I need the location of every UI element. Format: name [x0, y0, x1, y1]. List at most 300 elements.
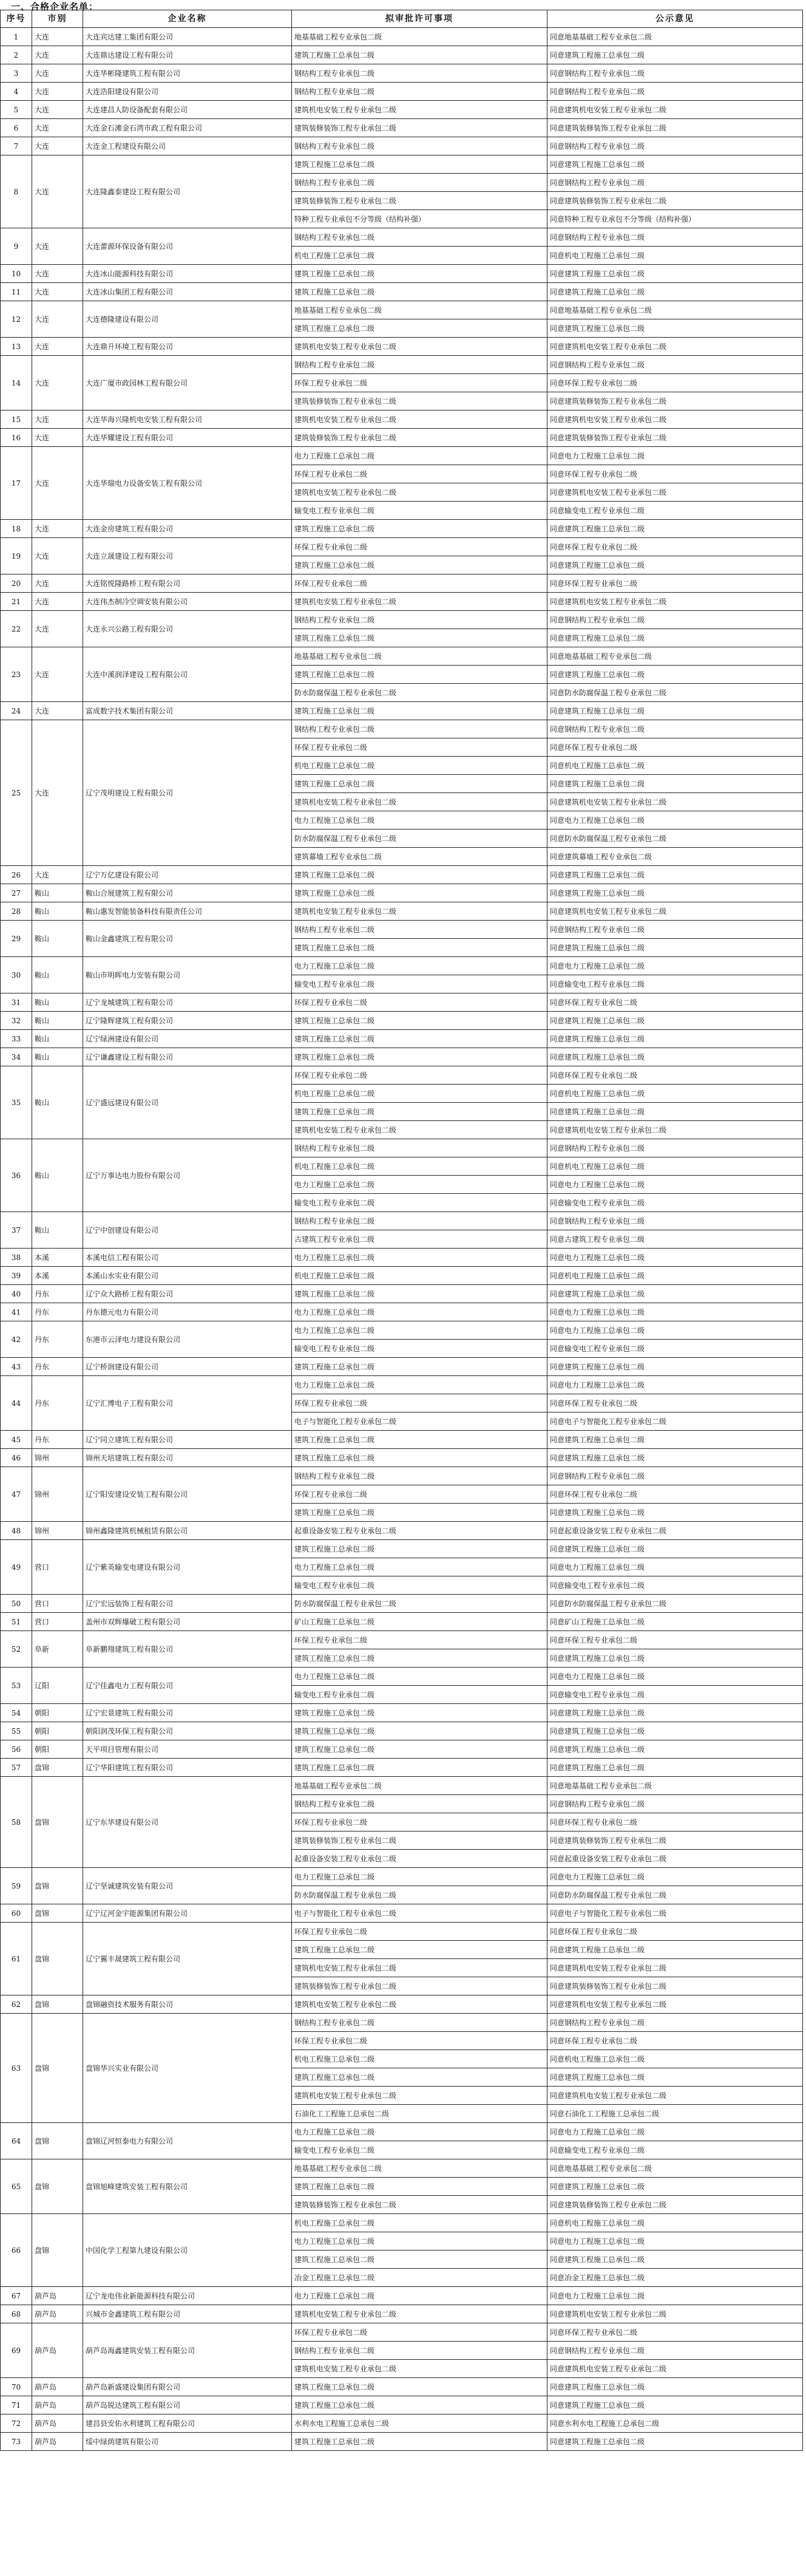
opinion-cell: 同意建筑工程施工总承包二级 — [547, 1740, 803, 1759]
table-row — [1, 2014, 803, 2032]
opinion-cell: 同意环保工程专业承包二级 — [547, 1813, 803, 1831]
table-row — [1, 1522, 803, 1540]
opinion-cell: 同意钢结构工程专业承包二级 — [547, 1795, 803, 1813]
company-name-cell: 锦州天培建筑工程有限公司 — [83, 1449, 292, 1467]
company-name-cell: 葫芦岛海鑫建筑安装工程有限公司 — [83, 2323, 292, 2378]
seq-cell: 48 — [1, 1522, 32, 1540]
opinion-cell: 同意建筑工程施工总承包二级 — [547, 2433, 803, 2451]
seq-cell: 35 — [1, 1066, 32, 1139]
opinion-cell: 同意防水防腐保温工程专业承包二级 — [547, 830, 803, 848]
permit-item-cell: 环保工程专业承包二级 — [292, 1485, 547, 1504]
city-cell: 鞍山 — [32, 902, 83, 921]
seq-cell: 50 — [1, 1595, 32, 1613]
seq-cell: 8 — [1, 155, 32, 228]
company-name-cell: 本溪山水实业有限公司 — [83, 1267, 292, 1285]
opinion-cell: 同意建筑工程施工总承包二级 — [547, 1941, 803, 1959]
opinion-cell: 同意电子与智能化工程专业承包二级 — [547, 1412, 803, 1431]
seq-cell: 52 — [1, 1631, 32, 1668]
table-row — [1, 574, 803, 593]
table-row — [1, 1704, 803, 1722]
seq-cell: 26 — [1, 866, 32, 884]
opinion-cell: 同意建筑机电安装工程专业承包二级 — [547, 101, 803, 119]
seq-cell: 39 — [1, 1267, 32, 1285]
opinion-cell: 同意建筑装修装饰工程专业承包二级 — [547, 1977, 803, 1995]
city-cell: 大连 — [32, 447, 83, 520]
opinion-cell: 同意输变电工程专业承包二级 — [547, 1686, 803, 1704]
opinion-cell: 同意建筑机电安装工程专业承包二级 — [547, 2360, 803, 2378]
table-row — [1, 2323, 803, 2342]
city-cell: 盘锦 — [32, 1923, 83, 1995]
permit-item-cell: 建筑工程施工总承包二级 — [292, 2251, 547, 2269]
company-name-cell: 大连蕾源环保设备有限公司 — [83, 228, 292, 265]
seq-cell: 7 — [1, 137, 32, 155]
company-name-cell: 本溪电信工程有限公司 — [83, 1249, 292, 1267]
city-cell: 鞍山 — [32, 921, 83, 957]
company-name-cell: 辽宁紫英输变电建设有限公司 — [83, 1540, 292, 1595]
table-row — [1, 921, 803, 939]
permit-item-cell: 建筑机电安装工程专业承包二级 — [292, 1995, 547, 2014]
permit-item-cell: 建筑装修装饰工程专业承包二级 — [292, 1831, 547, 1850]
opinion-cell: 同意地基基础工程专业承包二级 — [547, 301, 803, 319]
opinion-cell: 同意建筑工程施工总承包二级 — [547, 884, 803, 902]
table-row — [1, 1376, 803, 1394]
permit-item-cell: 建筑工程施工总承包二级 — [292, 2378, 547, 2396]
seq-cell: 23 — [1, 647, 32, 702]
seq-cell: 5 — [1, 101, 32, 119]
table-row — [1, 1030, 803, 1048]
company-name-cell: 鞍山惠发智能装备科技有限责任公司 — [83, 902, 292, 921]
table-row — [1, 2214, 803, 2232]
permit-item-cell: 环保工程专业承包二级 — [292, 1813, 547, 1831]
seq-cell: 68 — [1, 2305, 32, 2323]
seq-cell: 62 — [1, 1995, 32, 2014]
opinion-cell: 同意机电工程施工总承包二级 — [547, 1157, 803, 1176]
city-cell: 丹东 — [32, 1431, 83, 1449]
opinion-cell: 同意机电工程施工总承包二级 — [547, 2050, 803, 2068]
opinion-cell: 同意冶金工程施工总承包二级 — [547, 2269, 803, 2287]
opinion-cell: 同意钢结构工程专业承包二级 — [547, 921, 803, 939]
permit-item-cell: 建筑工程施工总承包二级 — [292, 2068, 547, 2087]
seq-cell: 69 — [1, 2323, 32, 2378]
opinion-cell: 同意建筑装修装饰工程专业承包二级 — [547, 192, 803, 210]
opinion-cell: 同意建筑工程施工总承包二级 — [547, 1030, 803, 1048]
opinion-cell: 同意电力工程施工总承包二级 — [547, 811, 803, 830]
table-body — [1, 28, 803, 2451]
permit-item-cell: 电力工程施工总承包二级 — [292, 1249, 547, 1267]
permit-item-cell: 防水防腐保温工程专业承包二级 — [292, 684, 547, 702]
permit-item-cell: 钢结构工程专业承包二级 — [292, 2014, 547, 2032]
permit-item-cell: 起重设备安装工程专业承包二级 — [292, 1522, 547, 1540]
opinion-cell: 同意电力工程施工总承包二级 — [547, 1668, 803, 1686]
opinion-cell: 同意钢结构工程专业承包二级 — [547, 83, 803, 101]
opinion-cell: 同意机电工程施工总承包二级 — [547, 757, 803, 775]
company-name-cell: 辽宁万亿建设有限公司 — [83, 866, 292, 884]
permit-item-cell: 建筑工程施工总承包二级 — [292, 1722, 547, 1740]
table-row — [1, 902, 803, 921]
opinion-cell: 同意水利水电工程施工总承包二级 — [547, 2414, 803, 2433]
city-cell: 锦州 — [32, 1449, 83, 1467]
opinion-cell: 同意电力工程施工总承包二级 — [547, 2232, 803, 2251]
table-row — [1, 119, 803, 137]
table-row — [1, 884, 803, 902]
company-name-cell: 大连华耀建设工程有限公司 — [83, 429, 292, 447]
company-name-cell: 辽宁宏远装饰工程有限公司 — [83, 1595, 292, 1613]
opinion-cell: 同意机电工程施工总承包二级 — [547, 247, 803, 265]
permit-item-cell: 电子与智能化工程专业承包二级 — [292, 1904, 547, 1923]
seq-cell: 30 — [1, 957, 32, 993]
permit-item-cell: 钢结构工程专业承包二级 — [292, 1139, 547, 1157]
opinion-cell: 同意建筑工程施工总承包二级 — [547, 1649, 803, 1668]
seq-cell: 45 — [1, 1431, 32, 1449]
table-row — [1, 301, 803, 319]
table-row — [1, 593, 803, 611]
section-title: 一、合格企业名单： — [11, 1, 99, 12]
seq-cell: 32 — [1, 1012, 32, 1030]
permit-item-cell: 建筑工程施工总承包二级 — [292, 1704, 547, 1722]
permit-item-cell: 机电工程施工总承包二级 — [292, 2214, 547, 2232]
permit-item-cell: 起重设备安装工程专业承包二级 — [292, 1850, 547, 1868]
city-cell: 大连 — [32, 866, 83, 884]
table-row — [1, 647, 803, 666]
opinion-cell: 同意建筑工程施工总承包二级 — [547, 775, 803, 793]
city-cell: 丹东 — [32, 1376, 83, 1431]
permit-item-cell: 钢结构工程专业承包二级 — [292, 174, 547, 192]
city-cell: 葫芦岛 — [32, 2396, 83, 2414]
table-row — [1, 1212, 803, 1230]
opinion-cell: 同意环保工程专业承包二级 — [547, 1066, 803, 1085]
opinion-cell: 同意钢结构工程专业承包二级 — [547, 1212, 803, 1230]
city-cell: 大连 — [32, 574, 83, 593]
permit-item-cell: 建筑工程施工总承包二级 — [292, 1285, 547, 1303]
company-name-cell: 丹东德元电力有限公司 — [83, 1303, 292, 1321]
company-name-cell: 辽宁桥润建设有限公司 — [83, 1358, 292, 1376]
table-row — [1, 338, 803, 356]
city-cell: 锦州 — [32, 1522, 83, 1540]
permit-item-cell: 建筑工程施工总承包二级 — [292, 1030, 547, 1048]
table-row — [1, 1777, 803, 1795]
seq-cell: 44 — [1, 1376, 32, 1431]
permit-item-cell: 环保工程专业承包二级 — [292, 538, 547, 556]
seq-cell: 18 — [1, 520, 32, 538]
table-row — [1, 866, 803, 884]
city-cell: 鞍山 — [32, 1048, 83, 1066]
table-row — [1, 2287, 803, 2305]
table-row — [1, 1668, 803, 1686]
permit-item-cell: 建筑工程施工总承包二级 — [292, 1540, 547, 1558]
opinion-cell: 同意钢结构工程专业承包二级 — [547, 137, 803, 155]
permit-item-cell: 建筑机电安装工程专业承包二级 — [292, 483, 547, 502]
permit-item-cell: 防水防腐保温工程专业承包二级 — [292, 1595, 547, 1613]
opinion-cell: 同意建筑机电安装工程专业承包二级 — [547, 1995, 803, 2014]
company-name-cell: 大连立晟建设工程有限公司 — [83, 538, 292, 574]
opinion-cell: 同意建筑工程施工总承包二级 — [547, 319, 803, 338]
permit-item-cell: 钢结构工程专业承包二级 — [292, 720, 547, 738]
seq-cell: 21 — [1, 593, 32, 611]
permit-item-cell: 建筑装修装饰工程专业承包二级 — [292, 1977, 547, 1995]
city-cell: 鞍山 — [32, 993, 83, 1012]
seq-cell: 70 — [1, 2378, 32, 2396]
opinion-cell: 同意建筑机电安装工程专业承包二级 — [547, 1121, 803, 1139]
permit-item-cell: 环保工程专业承包二级 — [292, 1066, 547, 1085]
seq-cell: 73 — [1, 2433, 32, 2451]
seq-cell: 59 — [1, 1868, 32, 1904]
company-name-cell: 辽宁汇博电子工程有限公司 — [83, 1376, 292, 1431]
seq-cell: 53 — [1, 1668, 32, 1704]
seq-cell: 10 — [1, 265, 32, 283]
header-city: 市别 — [32, 10, 83, 28]
opinion-cell: 同意电力工程施工总承包二级 — [547, 2123, 803, 2141]
table-row — [1, 429, 803, 447]
company-name-cell: 大连铭悦隆路桥工程有限公司 — [83, 574, 292, 593]
company-name-cell: 大连鼎升环境工程有限公司 — [83, 338, 292, 356]
city-cell: 大连 — [32, 338, 83, 356]
permit-item-cell: 输变电工程专业承包二级 — [292, 2141, 547, 2159]
table-row — [1, 1066, 803, 1085]
table-row — [1, 2433, 803, 2451]
city-cell: 鞍山 — [32, 957, 83, 993]
seq-cell: 66 — [1, 2214, 32, 2287]
permit-item-cell: 环保工程专业承包二级 — [292, 1394, 547, 1412]
opinion-cell: 同意建筑工程施工总承包二级 — [547, 520, 803, 538]
permit-item-cell: 环保工程专业承包二级 — [292, 2323, 547, 2342]
permit-item-cell: 冶金工程施工总承包二级 — [292, 2269, 547, 2287]
opinion-cell: 同意建筑工程施工总承包二级 — [547, 1431, 803, 1449]
company-name-cell: 大连德隆建设有限公司 — [83, 301, 292, 338]
header-company: 企业名称 — [83, 10, 292, 28]
table-header-row — [1, 10, 803, 28]
company-name-cell: 大连华海兴隆机电安装工程有限公司 — [83, 411, 292, 429]
permit-item-cell: 建筑工程施工总承包二级 — [292, 2433, 547, 2451]
opinion-cell: 同意钢结构工程专业承包二级 — [547, 1467, 803, 1485]
permit-item-cell: 建筑工程施工总承包二级 — [292, 884, 547, 902]
city-cell: 朝阳 — [32, 1704, 83, 1722]
permit-item-cell: 建筑机电安装工程专业承包二级 — [292, 1121, 547, 1139]
seq-cell: 49 — [1, 1540, 32, 1595]
company-name-cell: 辽宁中创建设有限公司 — [83, 1212, 292, 1249]
table-row — [1, 2378, 803, 2396]
opinion-cell: 同意矿山工程施工总承包二级 — [547, 1613, 803, 1631]
seq-cell: 56 — [1, 1740, 32, 1759]
table-row — [1, 2305, 803, 2323]
seq-cell: 31 — [1, 993, 32, 1012]
city-cell: 大连 — [32, 720, 83, 866]
city-cell: 大连 — [32, 119, 83, 137]
seq-cell: 20 — [1, 574, 32, 593]
opinion-cell: 同意环保工程专业承包二级 — [547, 993, 803, 1012]
table-row — [1, 1321, 803, 1340]
company-name-cell: 盘锦旭峰建筑安装工程有限公司 — [83, 2159, 292, 2214]
seq-cell: 33 — [1, 1030, 32, 1048]
table-row — [1, 1249, 803, 1267]
permit-item-cell: 建筑装修装饰工程专业承包二级 — [292, 392, 547, 411]
city-cell: 锦州 — [32, 1467, 83, 1522]
permit-item-cell: 特种工程专业承包不分等级（结构补强） — [292, 210, 547, 228]
permit-item-cell: 建筑机电安装工程专业承包二级 — [292, 2360, 547, 2378]
permit-item-cell: 建筑工程施工总承包二级 — [292, 283, 547, 301]
opinion-cell: 同意特种工程专业承包不分等级（结构补强） — [547, 210, 803, 228]
opinion-cell: 同意输变电工程专业承包二级 — [547, 502, 803, 520]
permit-item-cell: 古建筑工程专业承包二级 — [292, 1230, 547, 1249]
opinion-cell: 同意环保工程专业承包二级 — [547, 1923, 803, 1941]
opinion-cell: 同意建筑工程施工总承包二级 — [547, 1504, 803, 1522]
company-name-cell: 东港市云泽电力建设有限公司 — [83, 1321, 292, 1358]
company-name-cell: 阜新鹏翔建筑工程有限公司 — [83, 1631, 292, 1668]
city-cell: 盘锦 — [32, 2214, 83, 2287]
permit-item-cell: 电力工程施工总承包二级 — [292, 1868, 547, 1886]
city-cell: 盘锦 — [32, 1777, 83, 1868]
permit-item-cell: 地基基础工程专业承包二级 — [292, 647, 547, 666]
opinion-cell: 同意地基基础工程专业承包二级 — [547, 2159, 803, 2178]
company-name-cell: 鞍山金鑫建筑工程有限公司 — [83, 921, 292, 957]
table-row — [1, 411, 803, 429]
company-name-cell: 大连隆鑫泰建设工程有限公司 — [83, 155, 292, 228]
table-row — [1, 83, 803, 101]
table-row — [1, 1358, 803, 1376]
opinion-cell: 同意建筑机电安装工程专业承包二级 — [547, 483, 803, 502]
opinion-cell: 同意建筑工程施工总承包二级 — [547, 629, 803, 647]
company-name-cell: 绥中绿荫建筑有限公司 — [83, 2433, 292, 2451]
opinion-cell: 同意建筑装修装饰工程专业承包二级 — [547, 392, 803, 411]
opinion-cell: 同意建筑装修装饰工程专业承包二级 — [547, 429, 803, 447]
opinion-cell: 同意机电工程施工总承包二级 — [547, 1085, 803, 1103]
opinion-cell: 同意电力工程施工总承包二级 — [547, 1321, 803, 1340]
city-cell: 葫芦岛 — [32, 2287, 83, 2305]
opinion-cell: 同意建筑工程施工总承包二级 — [547, 2068, 803, 2087]
company-name-cell: 辽宁东华建设有限公司 — [83, 1777, 292, 1868]
permit-item-cell: 建筑装修装饰工程专业承包二级 — [292, 2196, 547, 2214]
city-cell: 营口 — [32, 1613, 83, 1631]
opinion-cell: 同意建筑工程施工总承包二级 — [547, 1540, 803, 1558]
city-cell: 葫芦岛 — [32, 2378, 83, 2396]
table-row — [1, 1048, 803, 1066]
permit-item-cell: 电力工程施工总承包二级 — [292, 1668, 547, 1686]
table-row — [1, 64, 803, 83]
seq-cell: 19 — [1, 538, 32, 574]
company-name-cell: 天平项目管理有限公司 — [83, 1740, 292, 1759]
city-cell: 盘锦 — [32, 1759, 83, 1777]
table-row — [1, 1868, 803, 1886]
company-name-cell: 辽宁宏景建筑工程有限公司 — [83, 1704, 292, 1722]
seq-cell: 65 — [1, 2159, 32, 2214]
permit-item-cell: 建筑机电安装工程专业承包二级 — [292, 101, 547, 119]
opinion-cell: 同意电力工程施工总承包二级 — [547, 2287, 803, 2305]
permit-item-cell: 建筑工程施工总承包二级 — [292, 1048, 547, 1066]
seq-cell: 4 — [1, 83, 32, 101]
opinion-cell: 同意起重设备安装工程专业承包二级 — [547, 1522, 803, 1540]
opinion-cell: 同意电力工程施工总承包二级 — [547, 1176, 803, 1194]
company-name-cell: 盘锦华兴实业有限公司 — [83, 2014, 292, 2123]
table-row — [1, 1303, 803, 1321]
table-row — [1, 2396, 803, 2414]
permit-item-cell: 建筑工程施工总承包二级 — [292, 1740, 547, 1759]
table-row — [1, 137, 803, 155]
permit-item-cell: 电力工程施工总承包二级 — [292, 1303, 547, 1321]
city-cell: 葫芦岛 — [32, 2305, 83, 2323]
opinion-cell: 同意建筑工程施工总承包二级 — [547, 46, 803, 64]
company-name-cell: 鞍山合展建筑工程有限公司 — [83, 884, 292, 902]
opinion-cell: 同意电力工程施工总承包二级 — [547, 1303, 803, 1321]
company-name-cell: 辽宁同立建筑工程有限公司 — [83, 1431, 292, 1449]
permit-item-cell: 电力工程施工总承包二级 — [292, 2287, 547, 2305]
opinion-cell: 同意建筑机电安装工程专业承包二级 — [547, 338, 803, 356]
seq-cell: 67 — [1, 2287, 32, 2305]
city-cell: 大连 — [32, 520, 83, 538]
city-cell: 大连 — [32, 283, 83, 301]
permit-item-cell: 电力工程施工总承包二级 — [292, 1176, 547, 1194]
permit-item-cell: 环保工程专业承包二级 — [292, 1631, 547, 1649]
seq-cell: 42 — [1, 1321, 32, 1358]
company-name-cell: 大连金工程建设有限公司 — [83, 137, 292, 155]
seq-cell: 3 — [1, 64, 32, 83]
opinion-cell: 同意建筑工程施工总承包二级 — [547, 556, 803, 574]
seq-cell: 57 — [1, 1759, 32, 1777]
opinion-cell: 同意钢结构工程专业承包二级 — [547, 64, 803, 83]
opinion-cell: 同意电力工程施工总承包二级 — [547, 1868, 803, 1886]
table-row — [1, 1540, 803, 1558]
permit-item-cell: 建筑工程施工总承包二级 — [292, 46, 547, 64]
company-name-cell: 大连永兴公路工程有限公司 — [83, 611, 292, 647]
company-name-cell: 辽宁佳鑫电力工程有限公司 — [83, 1668, 292, 1704]
table-row — [1, 1467, 803, 1485]
permit-item-cell: 电力工程施工总承包二级 — [292, 2123, 547, 2141]
opinion-cell: 同意环保工程专业承包二级 — [547, 574, 803, 593]
opinion-cell: 同意建筑机电安装工程专业承包二级 — [547, 411, 803, 429]
company-name-cell: 大连中溪润泽建设工程有限公司 — [83, 647, 292, 702]
permit-item-cell: 输变电工程专业承包二级 — [292, 1340, 547, 1358]
city-cell: 鞍山 — [32, 1066, 83, 1139]
table-row — [1, 957, 803, 975]
permit-item-cell: 建筑工程施工总承包二级 — [292, 666, 547, 684]
table-row — [1, 28, 803, 46]
permit-item-cell: 钢结构工程专业承包二级 — [292, 1795, 547, 1813]
permit-item-cell: 钢结构工程专业承包二级 — [292, 1467, 547, 1485]
city-cell: 大连 — [32, 28, 83, 46]
city-cell: 辽阳 — [32, 1668, 83, 1704]
permit-item-cell: 建筑工程施工总承包二级 — [292, 1504, 547, 1522]
seq-cell: 36 — [1, 1139, 32, 1212]
permit-item-cell: 建筑机电安装工程专业承包二级 — [292, 411, 547, 429]
opinion-cell: 同意建筑工程施工总承包二级 — [547, 2251, 803, 2269]
permit-item-cell: 机电工程施工总承包二级 — [292, 247, 547, 265]
opinion-cell: 同意环保工程专业承包二级 — [547, 374, 803, 392]
permit-item-cell: 电力工程施工总承包二级 — [292, 1321, 547, 1340]
table-row — [1, 1904, 803, 1923]
seq-cell: 16 — [1, 429, 32, 447]
permit-item-cell: 环保工程专业承包二级 — [292, 738, 547, 757]
permit-item-cell: 机电工程施工总承包二级 — [292, 1157, 547, 1176]
table-row — [1, 101, 803, 119]
company-name-cell: 大连金石滩金石湾市政工程有限公司 — [83, 119, 292, 137]
opinion-cell: 同意建筑工程施工总承包二级 — [547, 2378, 803, 2396]
permit-item-cell: 建筑工程施工总承包二级 — [292, 155, 547, 174]
table-row — [1, 1722, 803, 1740]
opinion-cell: 同意古建筑工程专业承包二级 — [547, 1230, 803, 1249]
permit-item-cell: 钢结构工程专业承包二级 — [292, 611, 547, 629]
seq-cell: 40 — [1, 1285, 32, 1303]
permit-item-cell: 钢结构工程专业承包二级 — [292, 356, 547, 374]
city-cell: 盘锦 — [32, 2014, 83, 2123]
opinion-cell: 同意建筑装修装饰工程专业承包二级 — [547, 1831, 803, 1850]
table-row — [1, 1267, 803, 1285]
permit-item-cell: 建筑工程施工总承包二级 — [292, 319, 547, 338]
seq-cell: 46 — [1, 1449, 32, 1467]
table-row — [1, 1139, 803, 1157]
company-name-cell: 辽宁华阳建筑工程有限公司 — [83, 1759, 292, 1777]
opinion-cell: 同意环保工程专业承包二级 — [547, 465, 803, 483]
table-row — [1, 1740, 803, 1759]
city-cell: 盘锦 — [32, 1995, 83, 2014]
city-cell: 大连 — [32, 101, 83, 119]
